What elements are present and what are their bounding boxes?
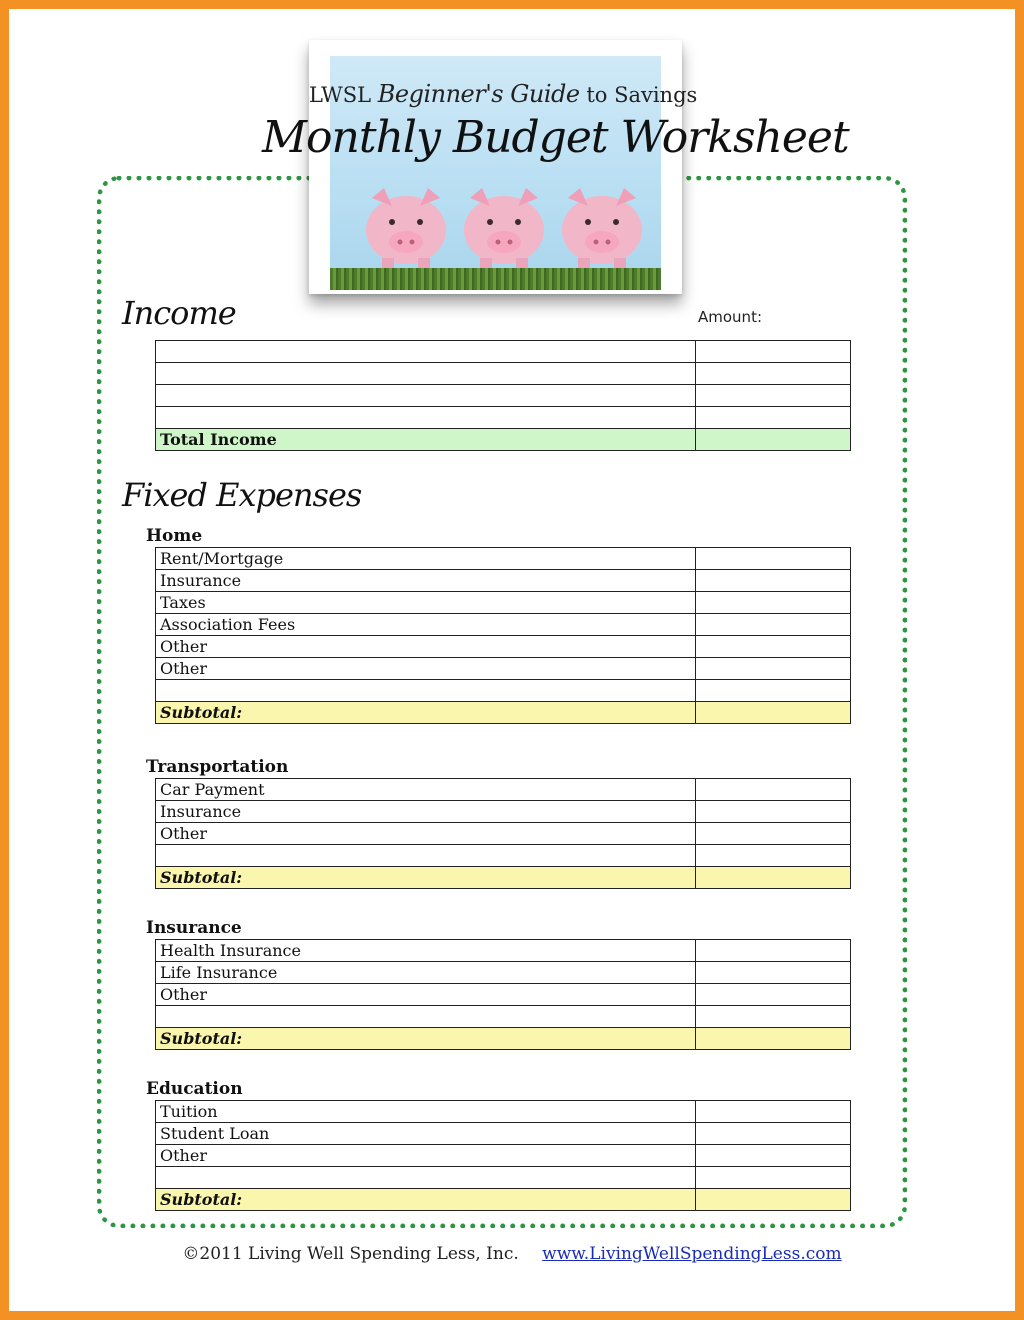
total-income-label: Total Income xyxy=(156,429,696,451)
expense-item-cell[interactable]: Other xyxy=(156,984,696,1006)
total-income-row xyxy=(156,429,851,451)
subtotal-row xyxy=(156,702,851,724)
table-row xyxy=(156,614,851,636)
expense-item-cell[interactable]: Other xyxy=(156,658,696,680)
income-source-cell[interactable] xyxy=(156,363,696,385)
amount-cell[interactable] xyxy=(696,341,851,363)
table-row xyxy=(156,363,851,385)
amount-cell[interactable] xyxy=(696,779,851,801)
amount-cell[interactable] xyxy=(696,385,851,407)
amount-cell[interactable] xyxy=(696,1006,851,1028)
table-row xyxy=(156,385,851,407)
education-expenses-table xyxy=(155,1100,851,1211)
table-row xyxy=(156,984,851,1006)
table-row xyxy=(156,680,851,702)
subtotal-label: Subtotal: xyxy=(156,1189,696,1211)
amount-cell[interactable] xyxy=(696,570,851,592)
amount-cell[interactable] xyxy=(696,984,851,1006)
subtotal-label: Subtotal: xyxy=(156,702,696,724)
header-subtitle xyxy=(309,80,698,108)
table-row xyxy=(156,1123,851,1145)
amount-cell[interactable] xyxy=(696,658,851,680)
brand-text: LWSL xyxy=(309,83,372,107)
expense-item-cell[interactable]: Rent/Mortgage xyxy=(156,548,696,570)
expense-item-cell[interactable]: Life Insurance xyxy=(156,962,696,984)
table-row xyxy=(156,1101,851,1123)
expense-item-cell[interactable]: Insurance xyxy=(156,801,696,823)
amount-cell[interactable] xyxy=(696,614,851,636)
amount-cell[interactable] xyxy=(696,801,851,823)
table-row xyxy=(156,636,851,658)
insurance-group-label: Insurance xyxy=(146,918,242,938)
subtotal-row xyxy=(156,1028,851,1050)
table-row xyxy=(156,548,851,570)
table-row xyxy=(156,823,851,845)
amount-cell[interactable] xyxy=(696,823,851,845)
table-row xyxy=(156,1167,851,1189)
footer xyxy=(0,1244,1024,1264)
amount-cell[interactable] xyxy=(696,940,851,962)
home-group-label: Home xyxy=(146,526,203,546)
expense-item-cell[interactable] xyxy=(156,680,696,702)
subtotal-label: Subtotal: xyxy=(156,867,696,889)
expense-item-cell[interactable]: Car Payment xyxy=(156,779,696,801)
expense-item-cell[interactable]: Taxes xyxy=(156,592,696,614)
table-row xyxy=(156,1145,851,1167)
subtotal-amount[interactable] xyxy=(696,702,851,724)
amount-cell[interactable] xyxy=(696,636,851,658)
total-income-amount[interactable] xyxy=(696,429,851,451)
amount-cell[interactable] xyxy=(696,363,851,385)
amount-cell[interactable] xyxy=(696,1145,851,1167)
amount-cell[interactable] xyxy=(696,1167,851,1189)
income-source-cell[interactable] xyxy=(156,407,696,429)
expense-item-cell[interactable]: Insurance xyxy=(156,570,696,592)
amount-cell[interactable] xyxy=(696,548,851,570)
fixed-expenses-heading: Fixed Expenses xyxy=(122,476,362,514)
amount-cell[interactable] xyxy=(696,592,851,614)
piggy-bank-icon xyxy=(456,176,552,270)
amount-cell[interactable] xyxy=(696,962,851,984)
transportation-expenses-table xyxy=(155,778,851,889)
amount-column-label: Amount: xyxy=(698,308,762,326)
income-source-cell[interactable] xyxy=(156,385,696,407)
expense-item-cell[interactable] xyxy=(156,1006,696,1028)
amount-cell[interactable] xyxy=(696,407,851,429)
subtotal-amount[interactable] xyxy=(696,867,851,889)
table-row xyxy=(156,570,851,592)
amount-cell[interactable] xyxy=(696,680,851,702)
subtotal-row xyxy=(156,867,851,889)
guide-suffix-text: to Savings xyxy=(586,83,698,107)
table-row xyxy=(156,845,851,867)
header-card xyxy=(309,40,698,294)
page-title: Monthly Budget Worksheet xyxy=(262,112,849,163)
table-row xyxy=(156,801,851,823)
table-row xyxy=(156,962,851,984)
transportation-group-label: Transportation xyxy=(146,757,289,777)
table-row xyxy=(156,779,851,801)
home-expenses-table xyxy=(155,547,851,724)
expense-item-cell[interactable]: Other xyxy=(156,636,696,658)
amount-cell[interactable] xyxy=(696,1101,851,1123)
insurance-expenses-table xyxy=(155,939,851,1050)
amount-cell[interactable] xyxy=(696,845,851,867)
expense-item-cell[interactable]: Other xyxy=(156,1145,696,1167)
table-row xyxy=(156,1006,851,1028)
expense-item-cell[interactable]: Health Insurance xyxy=(156,940,696,962)
piggy-bank-icon xyxy=(358,176,454,270)
expense-item-cell[interactable]: Student Loan xyxy=(156,1123,696,1145)
expense-item-cell[interactable]: Other xyxy=(156,823,696,845)
subtotal-amount[interactable] xyxy=(696,1189,851,1211)
income-table xyxy=(155,340,851,451)
piggy-bank-icon xyxy=(554,176,650,270)
amount-cell[interactable] xyxy=(696,1123,851,1145)
subtotal-row xyxy=(156,1189,851,1211)
grass xyxy=(330,268,661,290)
table-row xyxy=(156,658,851,680)
income-heading: Income xyxy=(122,294,236,332)
education-group-label: Education xyxy=(146,1079,243,1099)
guide-script-text: Beginner's Guide xyxy=(377,80,580,108)
subtotal-label: Subtotal: xyxy=(156,1028,696,1050)
table-row xyxy=(156,940,851,962)
expense-item-cell[interactable]: Association Fees xyxy=(156,614,696,636)
subtotal-amount[interactable] xyxy=(696,1028,851,1050)
table-row xyxy=(156,592,851,614)
expense-item-cell[interactable] xyxy=(156,845,696,867)
website-link[interactable]: www.LivingWellSpendingLess.com xyxy=(542,1244,842,1264)
table-row xyxy=(156,341,851,363)
table-row xyxy=(156,407,851,429)
copyright-text: ©2011 Living Well Spending Less, Inc. xyxy=(182,1244,519,1264)
income-source-cell[interactable] xyxy=(156,341,696,363)
expense-item-cell[interactable]: Tuition xyxy=(156,1101,696,1123)
expense-item-cell[interactable] xyxy=(156,1167,696,1189)
